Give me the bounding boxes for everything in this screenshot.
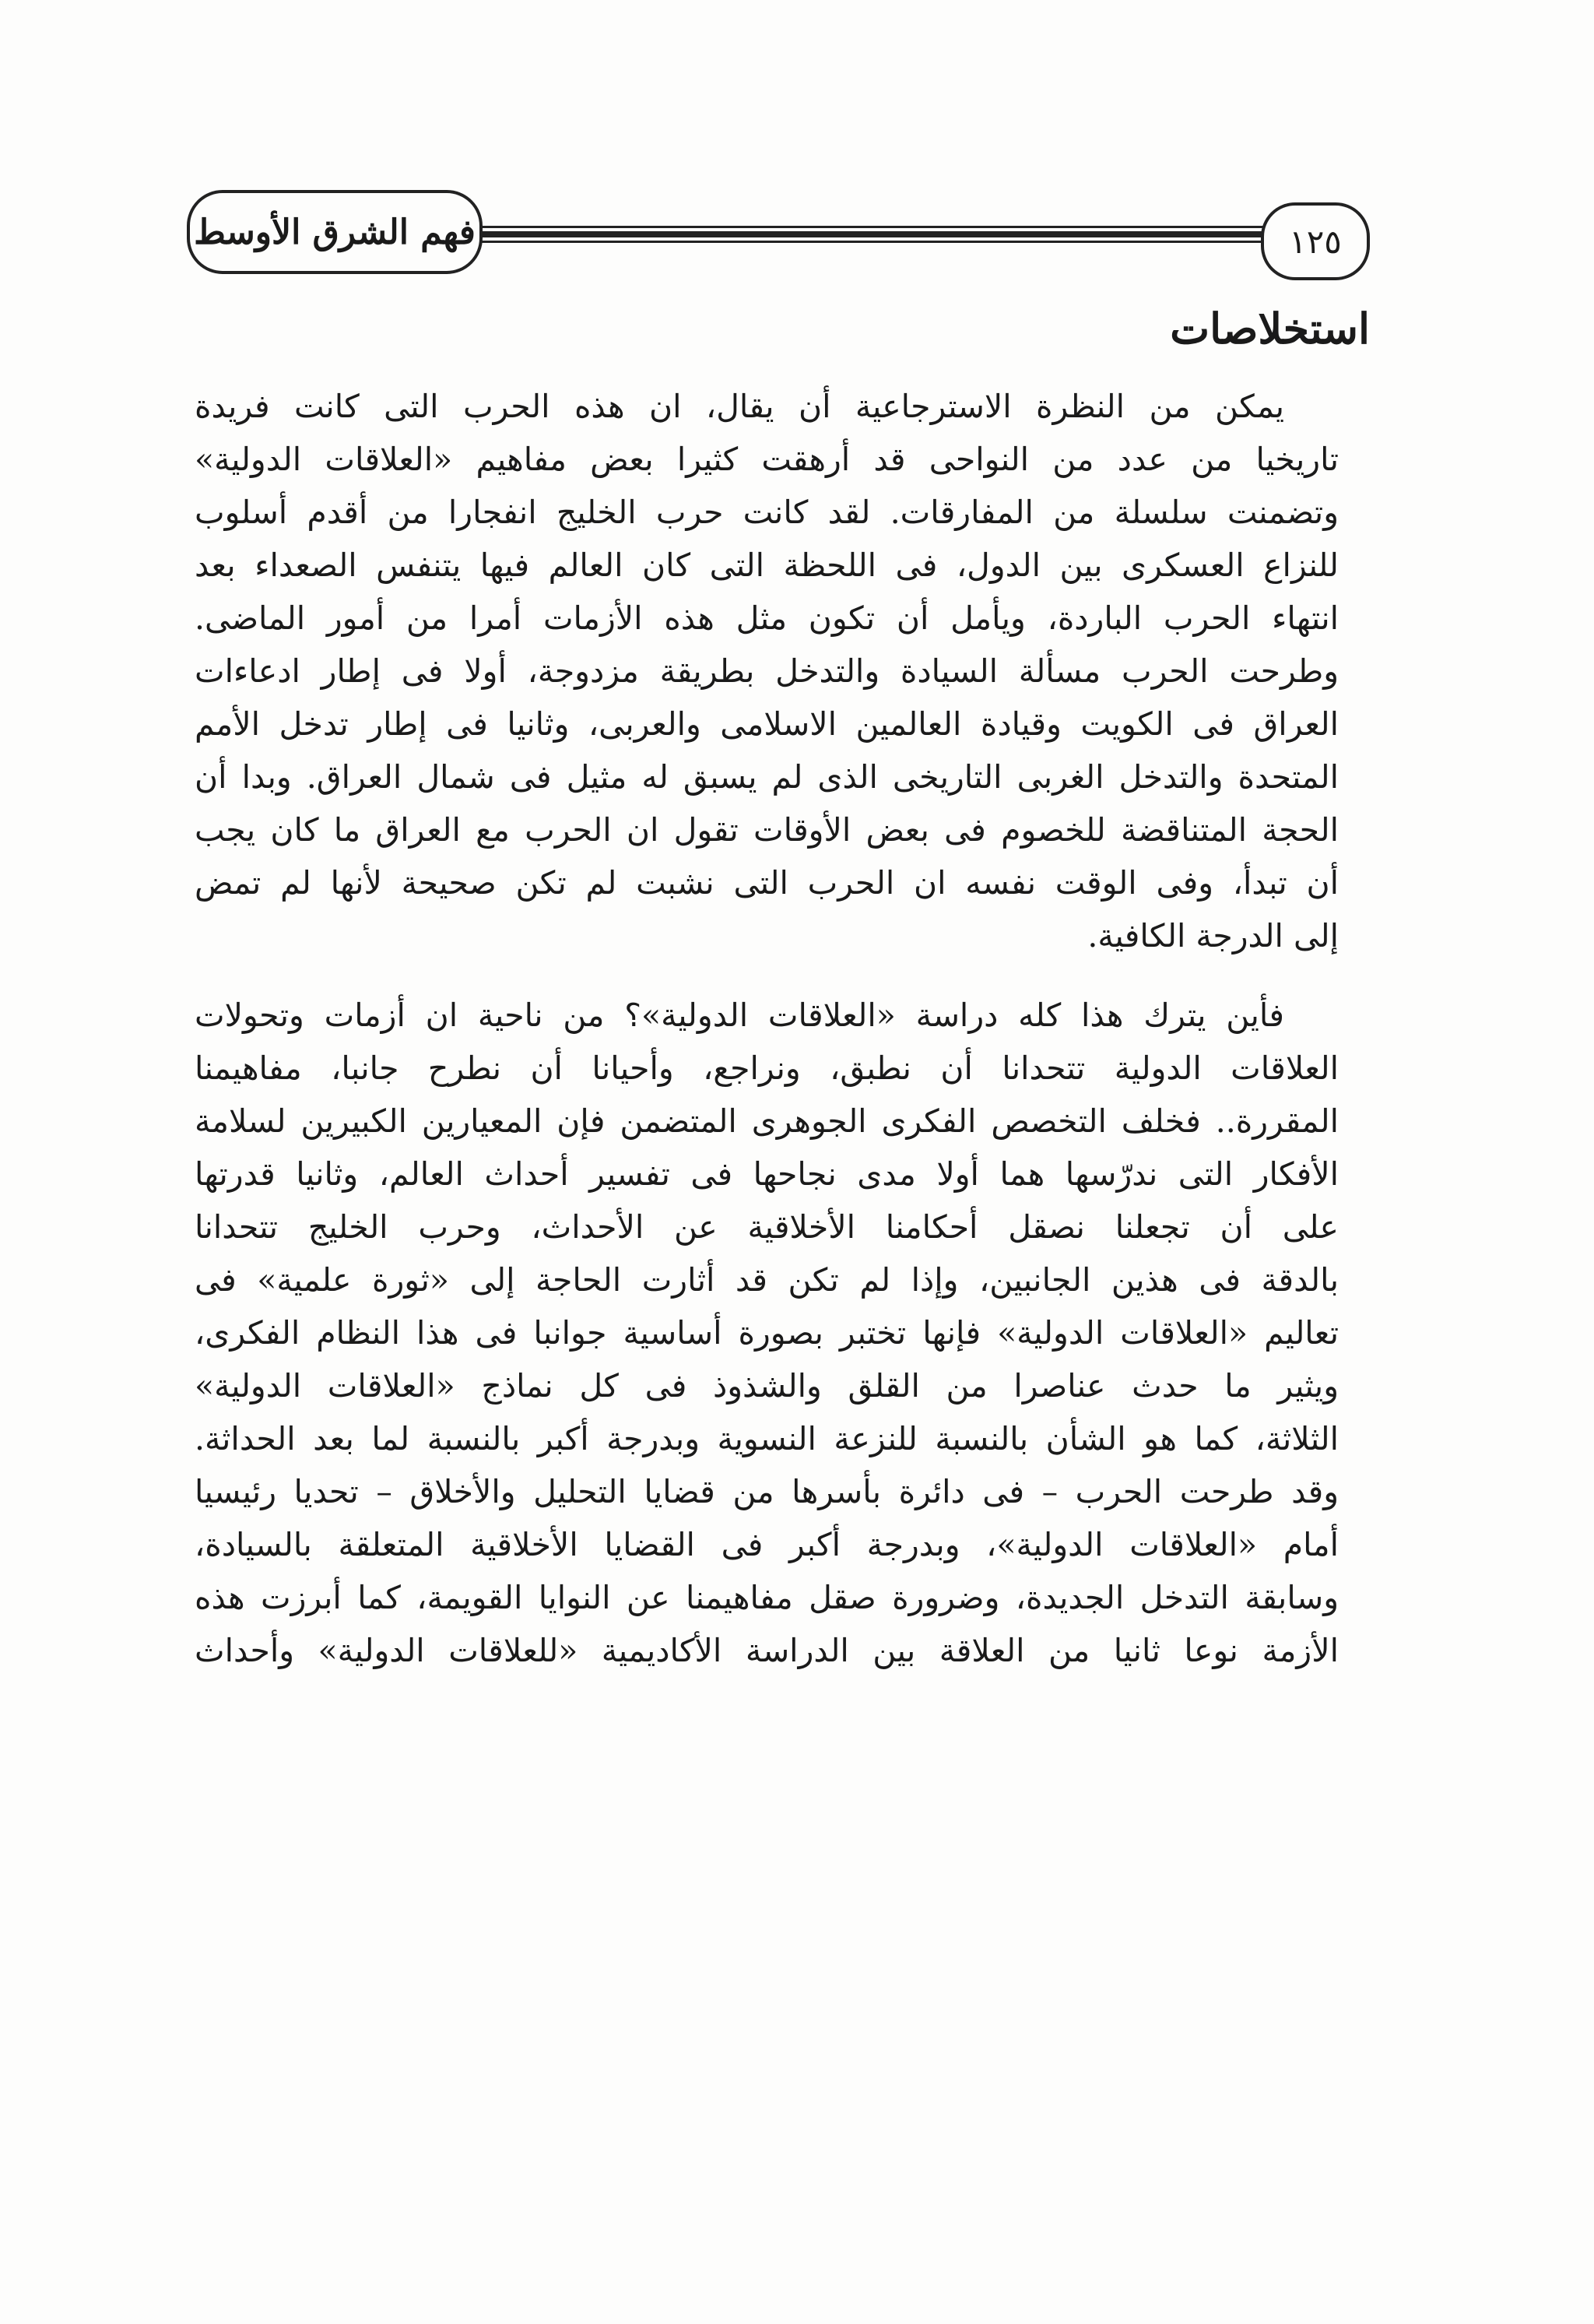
- text-line: العلاقات الدولية تتحدانا أن نطبق، ونراجع، وأحيانا أن نطرح جانبا، مفاهيمنا: [195, 1049, 1339, 1087]
- text-line: انتهاء الحرب الباردة، ويأمل أن تكون مثل هذه الأزمات أمرا من أمور الماضى.: [195, 599, 1339, 637]
- text-line: أمام «العلاقات الدولية»، وبدرجة أكبر فى القضايا الأخلاقية المتعلقة بالسيادة،: [195, 1526, 1339, 1563]
- paragraph-2: [195, 989, 1339, 1677]
- text-line: وقد طرحت الحرب – فى دائرة بأسرها من قضايا التحليل والأخلاق – تحديا رئيسيا: [195, 1473, 1339, 1510]
- text-line: الثلاثة، كما هو الشأن بالنسبة للنزعة النسوية وبدرجة أكبر بالنسبة لما بعد الحداثة.: [195, 1420, 1339, 1457]
- text-line: بالدقة فى هذين الجانبين، وإذا لم تكن قد أثارت الحاجة إلى «ثورة علمية» فى: [195, 1261, 1339, 1299]
- text-line: وسابقة التدخل الجديدة، وضرورة صقل مفاهيمنا عن النوايا القويمة، كما أبرزت هذه: [195, 1579, 1339, 1616]
- running-title-box: [187, 190, 483, 274]
- text-line: وتضمنت سلسلة من المفارقات. لقد كانت حرب الخليج انفجارا من أقدم أسلوب: [195, 494, 1339, 531]
- header-rule-top: [467, 226, 1269, 228]
- page-number: ١٢٥: [1289, 222, 1342, 261]
- text-line: الأفكار التى ندرّسها هما أولا مدى نجاحها فى تفسير أحداث العالم، وثانيا قدرتها: [195, 1155, 1339, 1193]
- header-rule: [467, 226, 1269, 243]
- text-line: المتحدة والتدخل الغربى التاريخى الذى لم يسبق له مثيل فى شمال العراق. وبدا أن: [195, 758, 1339, 796]
- text-line: ويثير ما حدث عناصرا من القلق والشذوذ فى كل نماذج «العلاقات الدولية»: [195, 1367, 1339, 1405]
- section-heading: استخلاصات: [1170, 304, 1370, 353]
- header-rule-thick: [467, 231, 1269, 237]
- paragraph-1: [195, 380, 1339, 962]
- page-number-box: [1261, 202, 1370, 280]
- text-line: الأزمة نوعا ثانيا من العلاقة بين الدراسة الأكاديمية «للعلاقات الدولية» وأحداث: [195, 1632, 1339, 1669]
- text-line: أن تبدأ، وفى الوقت نفسه ان الحرب التى نشبت لم تكن صحيحة لأنها لم تمض: [195, 864, 1339, 902]
- text-line: تاريخيا من عدد من النواحى قد أرهقت كثيرا بعض مفاهيم «العلاقات الدولية»: [195, 441, 1339, 478]
- text-line: على أن تجعلنا نصقل أحكامنا الأخلاقية عن الأحداث، وحرب الخليج تتحدانا: [195, 1208, 1339, 1246]
- text-line: تعاليم «العلاقات الدولية» فإنها تختبر بصورة أساسية جوانبا فى هذا النظام الفكرى،: [195, 1314, 1339, 1352]
- running-title: فهم الشرق الأوسط: [194, 212, 476, 252]
- text-line: للنزاع العسكرى بين الدول، فى اللحظة التى كان العالم فيها يتنفس الصعداء بعد: [195, 547, 1339, 584]
- text-line: إلى الدرجة الكافية.: [1087, 917, 1339, 955]
- text-line: الحجة المتناقضة للخصوم فى بعض الأوقات تقول ان الحرب مع العراق ما كان يجب: [195, 811, 1339, 849]
- header-rule-bottom: [467, 241, 1269, 243]
- text-line: فأين يترك هذا كله دراسة «العلاقات الدولية»؟ من ناحية ان أزمات وتحولات: [195, 997, 1284, 1034]
- body-text: [195, 380, 1339, 1677]
- text-line: المقررة.. فخلف التخصص الفكرى الجوهرى المتضمن فإن المعيارين الكبيرين لسلامة: [195, 1102, 1339, 1140]
- text-line: العراق فى الكويت وقيادة العالمين الاسلامى والعربى، وثانيا فى إطار تدخل الأمم: [195, 705, 1339, 743]
- running-header: [187, 185, 1370, 287]
- text-line: وطرحت الحرب مسألة السيادة والتدخل بطريقة مزدوجة، أولا فى إطار ادعاءات: [195, 652, 1339, 690]
- text-line: يمكن من النظرة الاسترجاعية أن يقال، ان هذه الحرب التى كانت فريدة: [195, 388, 1284, 425]
